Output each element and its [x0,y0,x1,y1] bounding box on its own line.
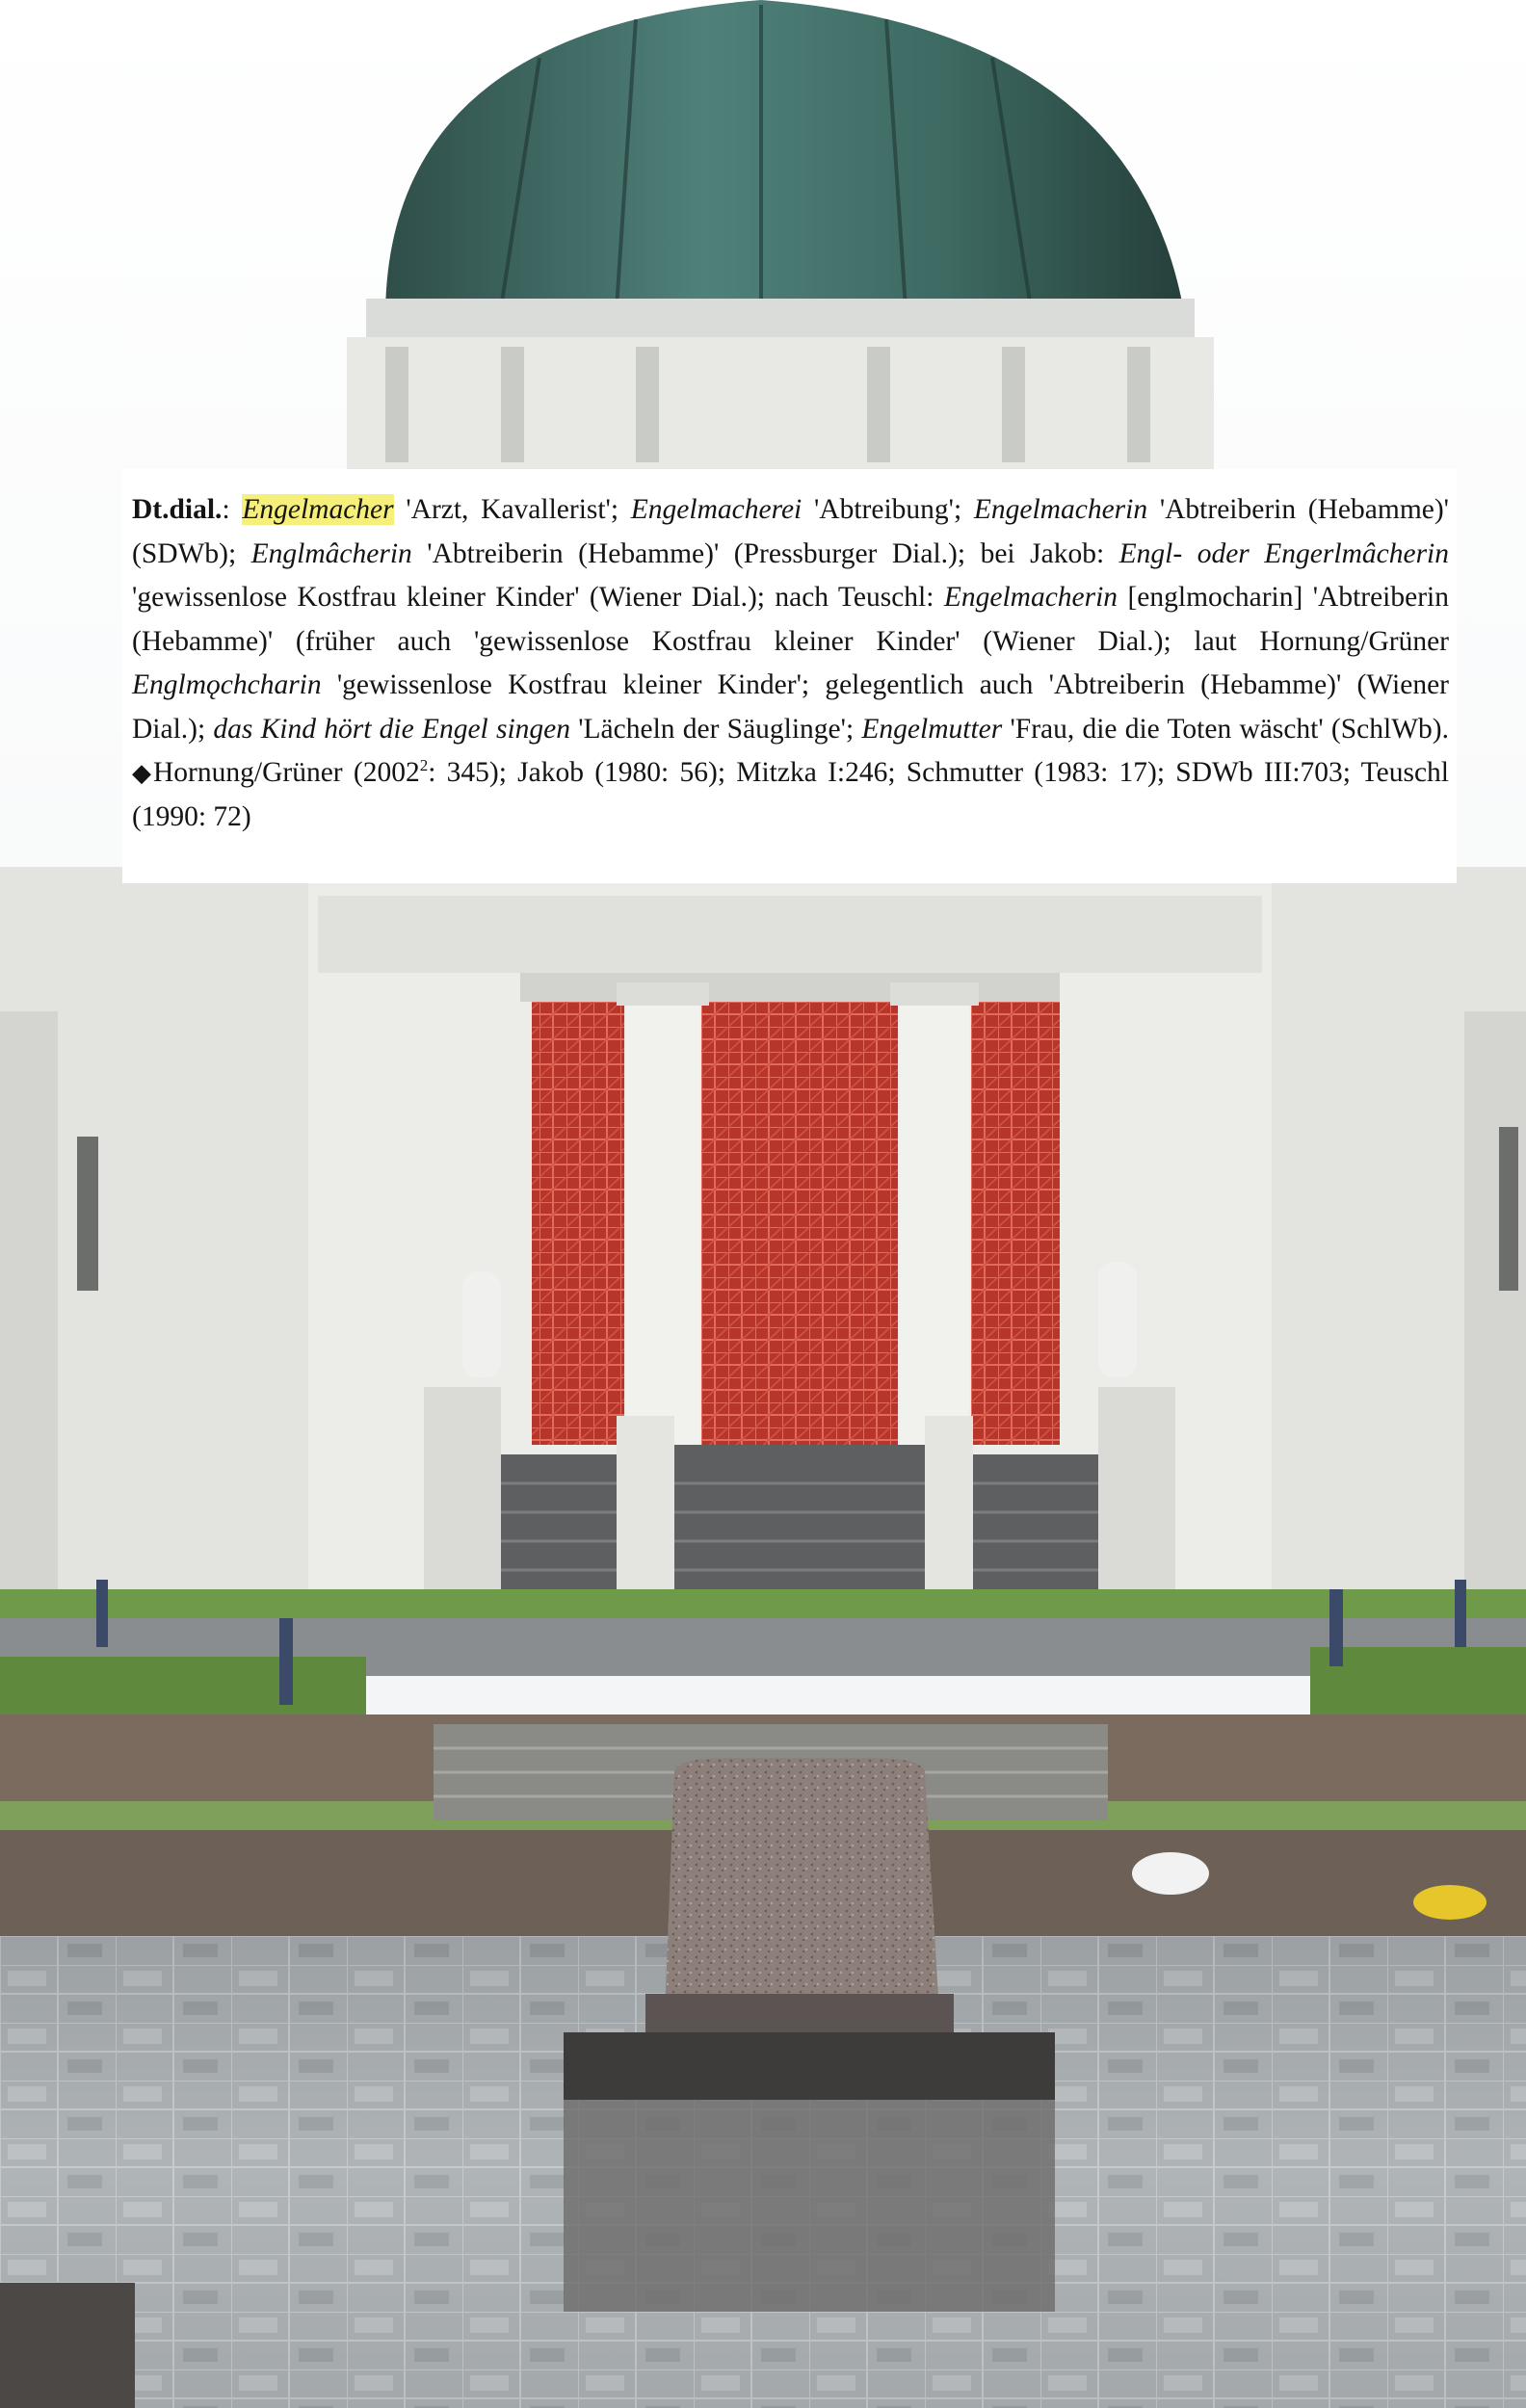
entry-text: 'Abtreibung'; [802,494,974,525]
entry-refs [132,757,1449,832]
entry-text: 'Abtreiberin (Hebamme)' (Pressburger Dial.); bei Jakob: [411,537,1119,569]
entry-text: 'Lächeln der Säuglinge'; [569,713,862,745]
refs-text-end: : 345); Jakob (1980: 56); Mitzka I:246; Schmutter (1983: 17); SDWb III:703; Teuschl (1990: 72) [132,757,1450,832]
italic-term: Englmâcherin [250,537,412,569]
italic-term: Englmǫchcharin [132,669,322,700]
entry-text: : [222,494,243,525]
italic-term: das Kind hört die Engel singen [213,713,570,745]
refs-text: Hornung/Grüner (2002 [153,757,420,788]
entry-text: [englmocharin] 'Abtreiberin (Hebamme)' (früher auch 'gewissenlose Kostfrau kleiner Kinder' (Wiener Dial.); laut Hornung/Grüner [132,582,1449,657]
diamond-icon: ◆ [132,759,151,787]
dictionary-entry [122,469,1457,883]
refs-superscript: 2 [419,756,429,775]
entry-body [132,494,1449,745]
entry-text: 'Abtreiberin (Hebamme)' (SDWb); [132,494,1449,569]
italic-term: Engelmacherin [973,494,1148,525]
italic-term: Engelmacherei [630,494,802,525]
italic-term: Engl- oder Engerlmâcherin [1118,537,1449,569]
entry-text: 'Arzt, Kavallerist'; [393,494,631,525]
highlighted-term: Engelmacher [242,494,394,525]
entry-text: 'gewissenlose Kostfrau kleiner Kinder'; gelegentlich auch 'Abtreiberin (Hebamme)' (Wiener Dial.); [132,669,1449,745]
entry-text: 'gewissenlose Kostfrau kleiner Kinder' (Wiener Dial.); nach Teuschl: [132,582,944,613]
italic-term: Engelmutter [861,713,1003,745]
entry-text: 'Frau, die die Toten wäscht' (SchlWb). [1002,713,1449,745]
italic-term: Engelmacherin [943,582,1118,613]
entry-lead: Dt.dial. [132,494,223,525]
